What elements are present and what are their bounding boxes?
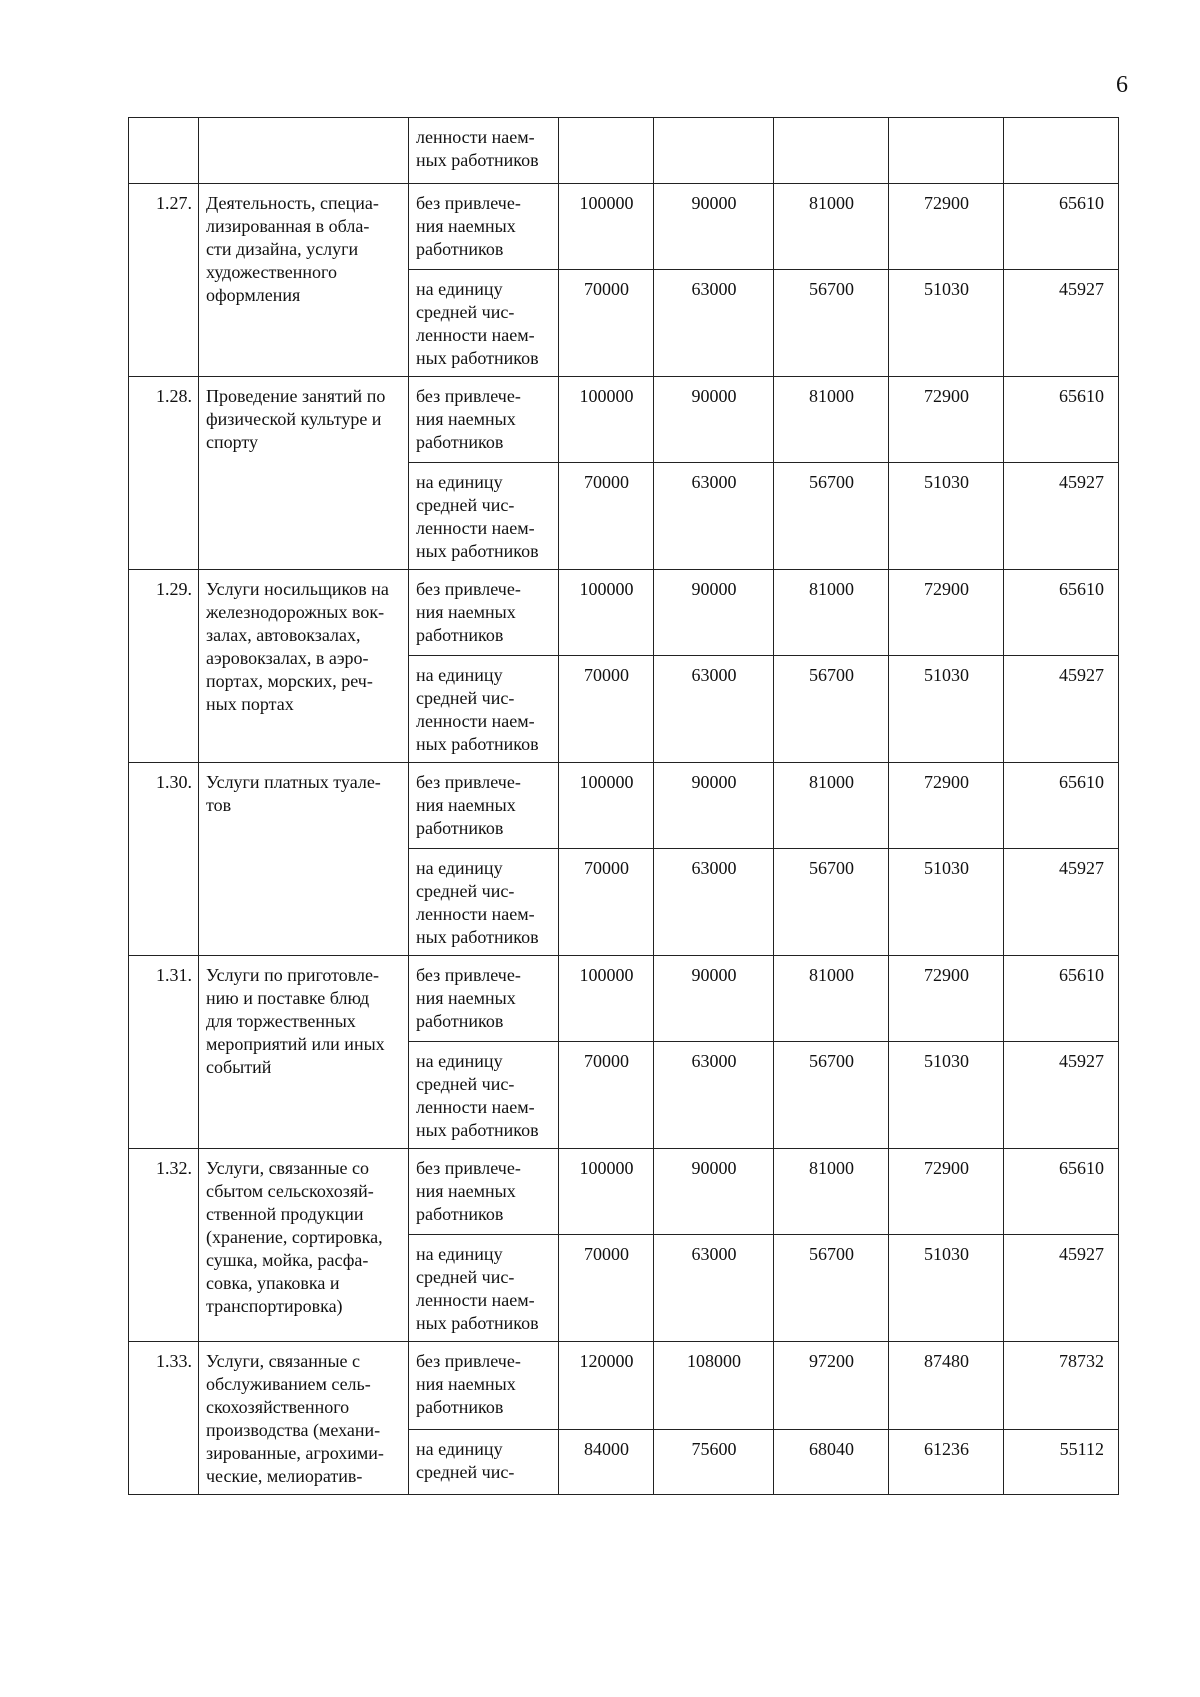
- rates-table: [128, 117, 1119, 1495]
- rate-value: 56700: [774, 463, 889, 570]
- row-number: 1.31.: [129, 956, 199, 1149]
- category-cell: без привлече- ния наемных работников: [409, 763, 559, 849]
- category-cell: на единицу средней чис- ленности наем- ных работников: [409, 849, 559, 956]
- rate-value: 70000: [559, 849, 654, 956]
- row-number: 1.27.: [129, 184, 199, 377]
- rate-value: 70000: [559, 1235, 654, 1342]
- category-cell: без привлече- ния наемных работников: [409, 184, 559, 270]
- rate-value: 51030: [889, 1235, 1004, 1342]
- rate-value: 90000: [654, 763, 774, 849]
- rate-value: 61236: [889, 1429, 1004, 1494]
- continuation-row: [129, 118, 1119, 184]
- rate-value: 65610: [1004, 763, 1119, 849]
- rate-value: 81000: [774, 377, 889, 463]
- rate-value: 56700: [774, 1235, 889, 1342]
- table-row: [129, 377, 1119, 463]
- rate-value: [889, 118, 1004, 184]
- rate-value: 51030: [889, 270, 1004, 377]
- rate-value: 56700: [774, 656, 889, 763]
- rate-value: 56700: [774, 270, 889, 377]
- rate-value: 72900: [889, 184, 1004, 270]
- activity-description: Услуги носильщиков на железнодорожных вок- залах, автовокзалах, аэровокзалах, в аэро- портах, морских, реч- ных портах: [199, 570, 409, 763]
- rate-value: 100000: [559, 184, 654, 270]
- rate-value: 75600: [654, 1429, 774, 1494]
- category-cell: на единицу средней чис-: [409, 1429, 559, 1494]
- rate-value: 63000: [654, 849, 774, 956]
- table-row: [129, 1149, 1119, 1235]
- category-cell: на единицу средней чис- ленности наем- ных работников: [409, 656, 559, 763]
- rate-value: 90000: [654, 184, 774, 270]
- rate-value: 51030: [889, 849, 1004, 956]
- activity-description: Услуги, связанные со сбытом сельскохозяй- ственной продукции (хранение, сортировка, сушка, мойка, расфа- совка, упаковка и транспортировка): [199, 1149, 409, 1342]
- rate-value: 100000: [559, 570, 654, 656]
- rate-value: [774, 118, 889, 184]
- table-row: [129, 570, 1119, 656]
- activity-description: Проведение занятий по физической культуре и спорту: [199, 377, 409, 570]
- rate-value: 45927: [1004, 1042, 1119, 1149]
- rate-value: 97200: [774, 1342, 889, 1430]
- activity-description: [199, 118, 409, 184]
- rate-value: 87480: [889, 1342, 1004, 1430]
- rate-value: 100000: [559, 377, 654, 463]
- category-cell: без привлече- ния наемных работников: [409, 956, 559, 1042]
- rate-value: 81000: [774, 1149, 889, 1235]
- rate-value: 81000: [774, 184, 889, 270]
- rate-value: [654, 118, 774, 184]
- category-cell: на единицу средней чис- ленности наем- ных работников: [409, 270, 559, 377]
- category-cell: без привлече- ния наемных работников: [409, 377, 559, 463]
- rate-value: 45927: [1004, 1235, 1119, 1342]
- rate-value: 45927: [1004, 656, 1119, 763]
- rate-value: 70000: [559, 1042, 654, 1149]
- rate-value: 63000: [654, 1042, 774, 1149]
- table-row: [129, 184, 1119, 270]
- rate-value: 90000: [654, 377, 774, 463]
- rate-value: 51030: [889, 1042, 1004, 1149]
- category-cell: ленности наем- ных работников: [409, 118, 559, 184]
- rate-value: 72900: [889, 570, 1004, 656]
- rate-value: 45927: [1004, 270, 1119, 377]
- row-number: 1.28.: [129, 377, 199, 570]
- activity-description: Услуги по приготовле- нию и поставке блюд для торжественных мероприятий или иных событий: [199, 956, 409, 1149]
- rate-value: [1004, 118, 1119, 184]
- rate-value: 70000: [559, 270, 654, 377]
- row-number: [129, 118, 199, 184]
- rate-value: 51030: [889, 656, 1004, 763]
- rate-value: 45927: [1004, 849, 1119, 956]
- rate-value: 100000: [559, 956, 654, 1042]
- rate-value: 56700: [774, 849, 889, 956]
- table-row: [129, 763, 1119, 849]
- rate-value: [559, 118, 654, 184]
- rate-value: 72900: [889, 1149, 1004, 1235]
- rate-value: 63000: [654, 656, 774, 763]
- rate-value: 65610: [1004, 956, 1119, 1042]
- rate-value: 51030: [889, 463, 1004, 570]
- table-row: [129, 1342, 1119, 1430]
- rate-value: 84000: [559, 1429, 654, 1494]
- rate-value: 81000: [774, 763, 889, 849]
- category-cell: на единицу средней чис- ленности наем- ных работников: [409, 463, 559, 570]
- rate-value: 65610: [1004, 184, 1119, 270]
- rate-value: 120000: [559, 1342, 654, 1430]
- rate-value: 90000: [654, 1149, 774, 1235]
- category-cell: на единицу средней чис- ленности наем- ных работников: [409, 1042, 559, 1149]
- rate-value: 72900: [889, 763, 1004, 849]
- rate-value: 70000: [559, 656, 654, 763]
- category-cell: без привлече- ния наемных работников: [409, 1342, 559, 1430]
- rate-value: 90000: [654, 570, 774, 656]
- rate-value: 45927: [1004, 463, 1119, 570]
- rate-value: 63000: [654, 1235, 774, 1342]
- rate-value: 63000: [654, 270, 774, 377]
- table-row: [129, 956, 1119, 1042]
- activity-description: Деятельность, специа- лизированная в обла- сти дизайна, услуги художественного оформления: [199, 184, 409, 377]
- activity-description: Услуги, связанные с обслуживанием сель- скохозяйственного производства (механи- зированные, агрохими- ческие, мелиоратив-: [199, 1342, 409, 1495]
- activity-description: Услуги платных туале- тов: [199, 763, 409, 956]
- rate-value: 65610: [1004, 570, 1119, 656]
- rate-value: 100000: [559, 763, 654, 849]
- rate-value: 78732: [1004, 1342, 1119, 1430]
- row-number: 1.33.: [129, 1342, 199, 1495]
- rate-value: 55112: [1004, 1429, 1119, 1494]
- rate-value: 81000: [774, 956, 889, 1042]
- rate-value: 90000: [654, 956, 774, 1042]
- rate-value: 70000: [559, 463, 654, 570]
- page-number: 6: [1116, 72, 1128, 98]
- row-number: 1.32.: [129, 1149, 199, 1342]
- rate-value: 56700: [774, 1042, 889, 1149]
- row-number: 1.30.: [129, 763, 199, 956]
- row-number: 1.29.: [129, 570, 199, 763]
- rate-value: 100000: [559, 1149, 654, 1235]
- category-cell: на единицу средней чис- ленности наем- ных работников: [409, 1235, 559, 1342]
- category-cell: без привлече- ния наемных работников: [409, 570, 559, 656]
- rate-value: 81000: [774, 570, 889, 656]
- rate-value: 68040: [774, 1429, 889, 1494]
- category-cell: без привлече- ния наемных работников: [409, 1149, 559, 1235]
- rate-value: 65610: [1004, 1149, 1119, 1235]
- rate-value: 72900: [889, 956, 1004, 1042]
- rate-value: 65610: [1004, 377, 1119, 463]
- rates-table-body: [129, 118, 1119, 1495]
- rate-value: 72900: [889, 377, 1004, 463]
- rate-value: 108000: [654, 1342, 774, 1430]
- rate-value: 63000: [654, 463, 774, 570]
